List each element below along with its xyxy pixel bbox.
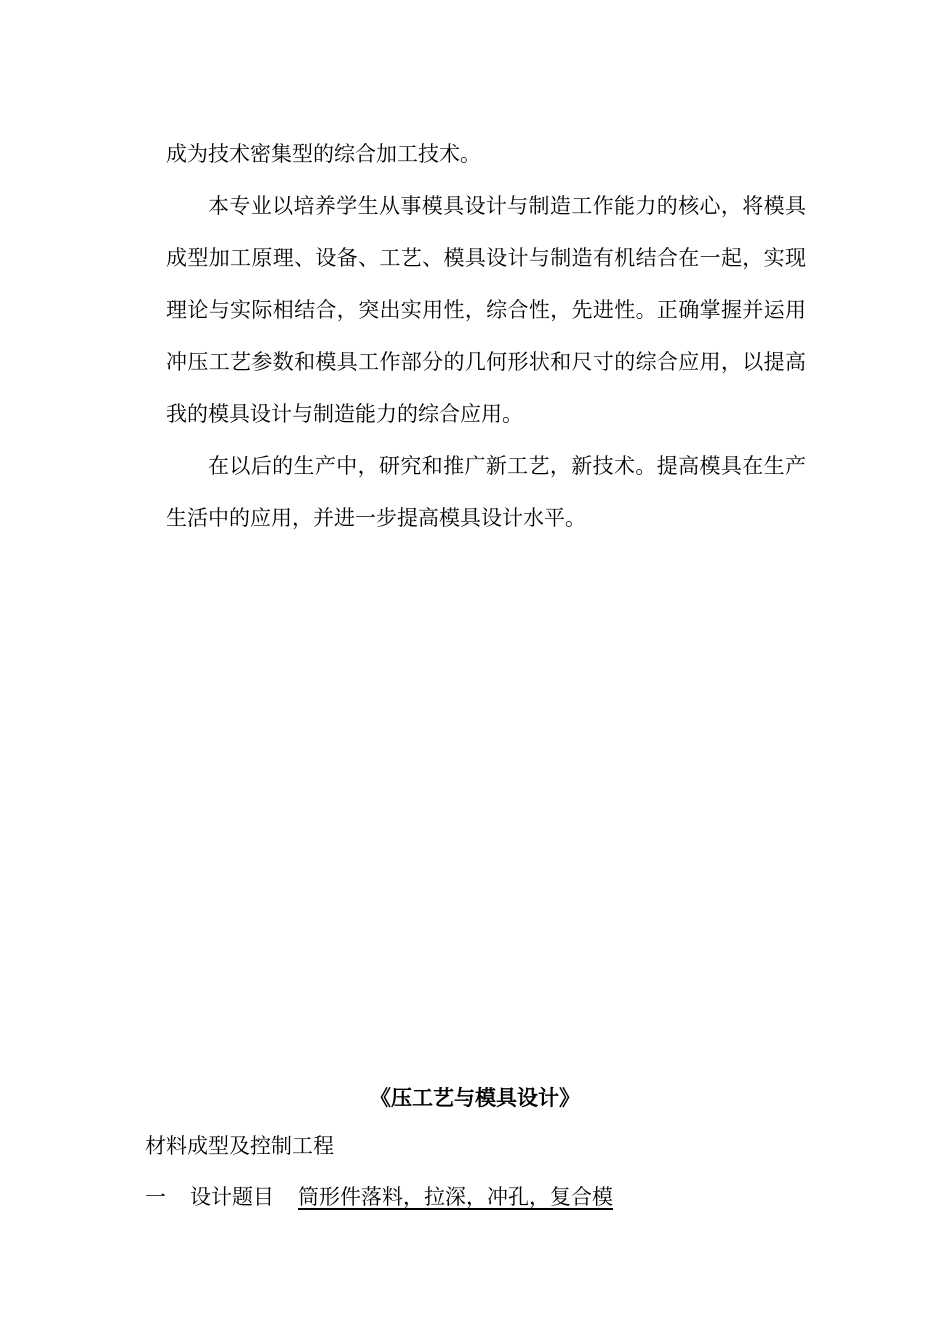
- paragraph-future-outlook: [166, 440, 806, 544]
- section-title: 《压工艺与模具设计》: [370, 1085, 580, 1110]
- topic-value: 筒形件落料，拉深，冲孔，复合模: [298, 1185, 613, 1209]
- major-name: 材料成型及控制工程: [145, 1134, 334, 1158]
- paragraph-text: 在以后的生产中，研究和推广新工艺，新技术。提高模具在生产生活中的应用，并进一步提高模具设计水平。: [166, 454, 806, 530]
- design-topic-line: [145, 1179, 613, 1215]
- topic-label: 设计题目: [190, 1185, 274, 1209]
- paragraph-professional-goal: [166, 180, 806, 440]
- paragraph-text: 本专业以培养学生从事模具设计与制造工作能力的核心，将模具成型加工原理、设备、工艺、模具设计与制造有机结合在一起，实现理论与实际相结合，突出实用性，综合性，先进性。正确掌握并运用冲压工艺参数和模具工作部分的几何形状和尺寸的综合应用，以提高我的模具设计与制造能力的综合应用。: [166, 194, 806, 426]
- continued-paragraph-line: 成为技术密集型的综合加工技术。: [166, 142, 481, 166]
- topic-number: 一: [145, 1185, 166, 1209]
